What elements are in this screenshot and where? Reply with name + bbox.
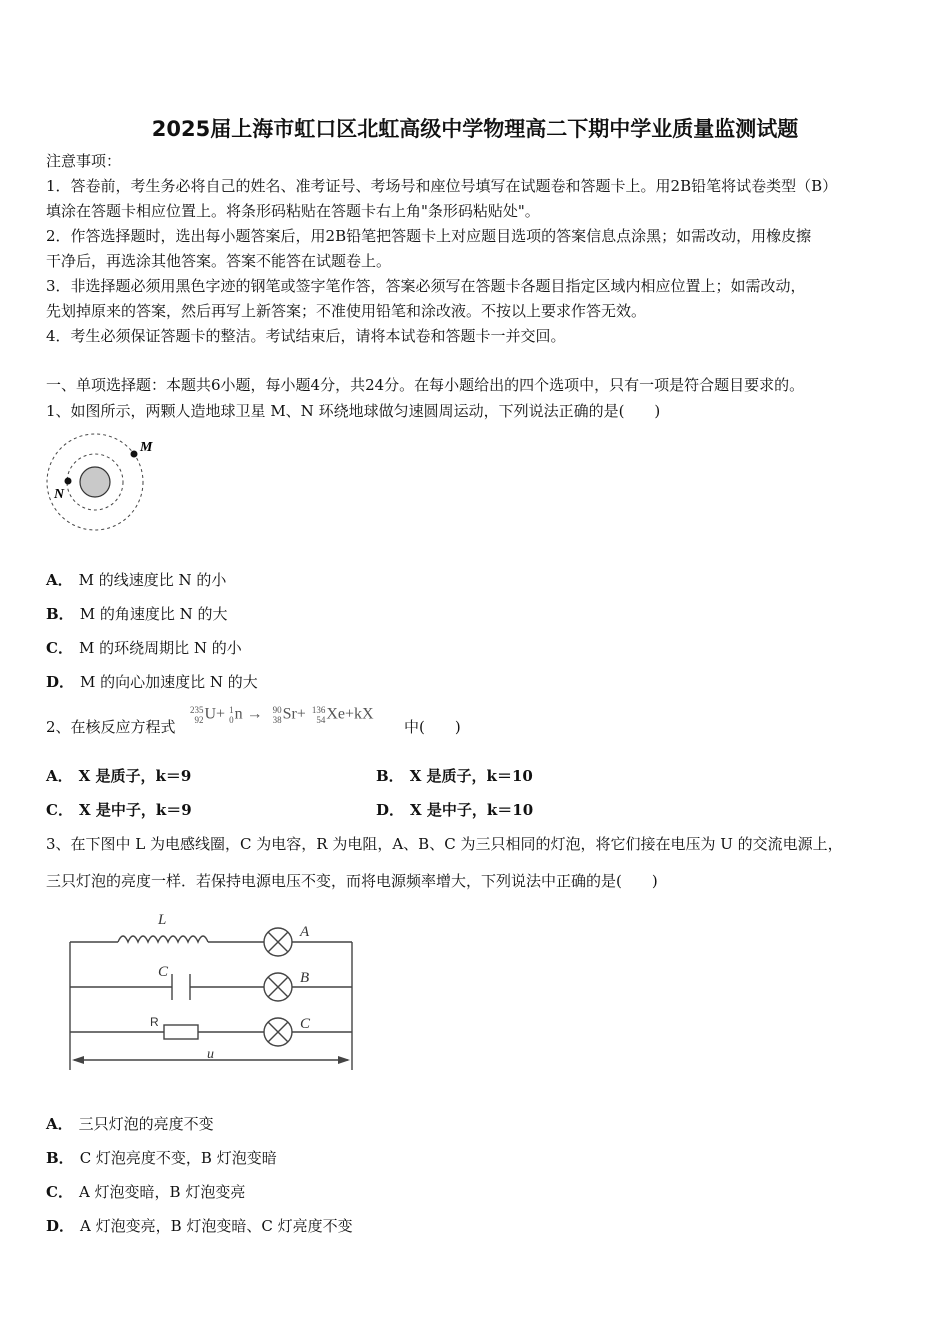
notes-line: 干净后，再选涂其他答案。答案不能答在试题卷上。 [46, 252, 392, 270]
label-c-capacitor: C [158, 964, 169, 980]
q2-option-b[interactable] [376, 765, 533, 786]
label-m: M [140, 440, 153, 455]
option-label: C． [46, 1183, 73, 1201]
option-text: 三只灯泡的亮度不变 [78, 1115, 214, 1133]
earth [80, 467, 110, 497]
satellite-m [131, 451, 138, 458]
satellite-orbit-figure [40, 430, 160, 535]
notes-line: 先划掉原来的答案，然后再写上新答案；不准使用铅笔和涂改液。不按以上要求作答无效。 [46, 302, 647, 320]
label-lamp-c: C [300, 1016, 311, 1032]
notes-line: 填涂在答题卡相应位置上。将条形码粘贴在答题卡右上角"条形码粘贴处"。 [46, 202, 540, 220]
n-nucleon-numbers [229, 705, 234, 725]
question-3-stem-line2: 三只灯泡的亮度一样．若保持电源电压不变，而将电源频率增大，下列说法中正确的是( ) [46, 872, 658, 890]
option-label: B． [46, 605, 74, 623]
label-lamp-b: B [300, 970, 310, 986]
u-nucleon-numbers [190, 705, 204, 725]
atomic-number: 0 [229, 715, 234, 725]
question-2-prefix: 2、在核反应方程式 [46, 718, 176, 736]
option-label: B． [46, 1149, 74, 1167]
label-r: R [150, 1015, 159, 1029]
notes-heading: 注意事项： [46, 152, 122, 170]
atomic-number: 54 [316, 715, 326, 725]
option-label: D． [376, 801, 405, 819]
notes-line: 4．考生必须保证答题卡的整洁。考试结束后，请将本试卷和答题卡一并交回。 [46, 327, 566, 345]
mass-number: 235 [190, 705, 204, 715]
symbol-u: U+ [204, 705, 226, 723]
option-text: M 的线速度比 N 的小 [78, 571, 227, 589]
resistor [164, 1025, 198, 1039]
q1-option-d[interactable] [46, 671, 258, 692]
atomic-number: 38 [272, 715, 282, 725]
q2-option-a[interactable] [46, 765, 191, 786]
option-text: M 的向心加速度比 N 的大 [80, 673, 258, 691]
mass-number: 136 [311, 705, 326, 715]
mass-number: 1 [229, 705, 234, 715]
atomic-number: 92 [194, 715, 204, 725]
option-label: A． [46, 767, 73, 785]
satellite-n [65, 478, 72, 485]
option-label: A． [46, 571, 73, 589]
option-label: B． [376, 767, 404, 785]
option-text: C 灯泡亮度不变，B 灯泡变暗 [79, 1149, 277, 1167]
q3-option-d[interactable] [46, 1215, 353, 1236]
option-label: D． [46, 673, 75, 691]
symbol-xe: Xe+kX [326, 705, 374, 723]
question-3-stem-line1: 3、在下图中 L 为电感线圈，C 为电容，R 为电阻，A、B、C 为三只相同的灯泡，将它们接在电压为 U 的交流电源上， [46, 835, 843, 853]
q2-option-d[interactable] [376, 799, 533, 820]
option-text: X 是质子，k＝9 [78, 767, 192, 785]
q3-option-b[interactable] [46, 1147, 277, 1168]
option-text: A 灯泡变亮，B 灯泡变暗、C 灯亮度不变 [80, 1217, 353, 1235]
option-label: C． [46, 801, 73, 819]
option-label: C． [46, 639, 73, 657]
notes-line: 2．作答选择题时，选出每小题答案后，用2B铅笔把答题卡上对应题目选项的答案信息点涂黑；如需改动，用橡皮擦 [46, 227, 812, 245]
inductor-coil [118, 936, 208, 942]
q1-option-c[interactable] [46, 637, 242, 658]
notes-line: 3．非选择题必须用黑色字迹的钢笔或签字笔作答，答案必须写在答题卡各题目指定区域内相应位置上；如需改动， [46, 277, 806, 295]
question-1-stem: 1、如图所示，两颗人造地球卫星 M、N 环绕地球做匀速圆周运动，下列说法正确的是( ) [46, 402, 661, 420]
q3-option-a[interactable] [46, 1113, 214, 1134]
option-text: X 是中子，k＝10 [410, 801, 534, 819]
q2-option-c[interactable] [46, 799, 192, 820]
option-text: M 的环绕周期比 N 的小 [78, 639, 242, 657]
option-label: A． [46, 1115, 73, 1133]
question-2-suffix: 中( ) [404, 718, 461, 736]
option-text: M 的角速度比 N 的大 [79, 605, 228, 623]
circuit-diagram [62, 908, 362, 1076]
label-n: N [54, 487, 65, 502]
option-text: A 灯泡变暗，B 灯泡变亮 [78, 1183, 246, 1201]
page-title: 2025届上海市虹口区北虹高级中学物理高二下期中学业质量监测试题 [151, 117, 799, 141]
xe-nucleon-numbers [312, 705, 326, 725]
q1-option-b[interactable] [46, 603, 227, 624]
q3-option-c[interactable] [46, 1181, 245, 1202]
option-label: D． [46, 1217, 75, 1235]
notes-line: 1．答卷前，考生务必将自己的姓名、准考证号、考场号和座位号填写在试题卷和答题卡上。用2B铅笔将试卷类型（B） [46, 177, 838, 195]
label-l: L [158, 912, 167, 928]
option-text: X 是中子，k＝9 [78, 801, 192, 819]
option-text: X 是质子，k＝10 [409, 767, 533, 785]
section-heading: 一、单项选择题：本题共6小题，每小题4分，共24分。在每小题给出的四个选项中，只有一项是符合题目要求的。 [46, 376, 805, 394]
nuclear-equation [190, 705, 374, 725]
sr-nucleon-numbers [273, 705, 282, 725]
q1-option-a[interactable] [46, 569, 226, 590]
mass-number: 90 [272, 705, 282, 715]
label-lamp-a: A [300, 924, 310, 940]
label-u: u [207, 1047, 214, 1062]
symbol-n: n → [234, 705, 263, 723]
symbol-sr: Sr+ [282, 705, 306, 723]
